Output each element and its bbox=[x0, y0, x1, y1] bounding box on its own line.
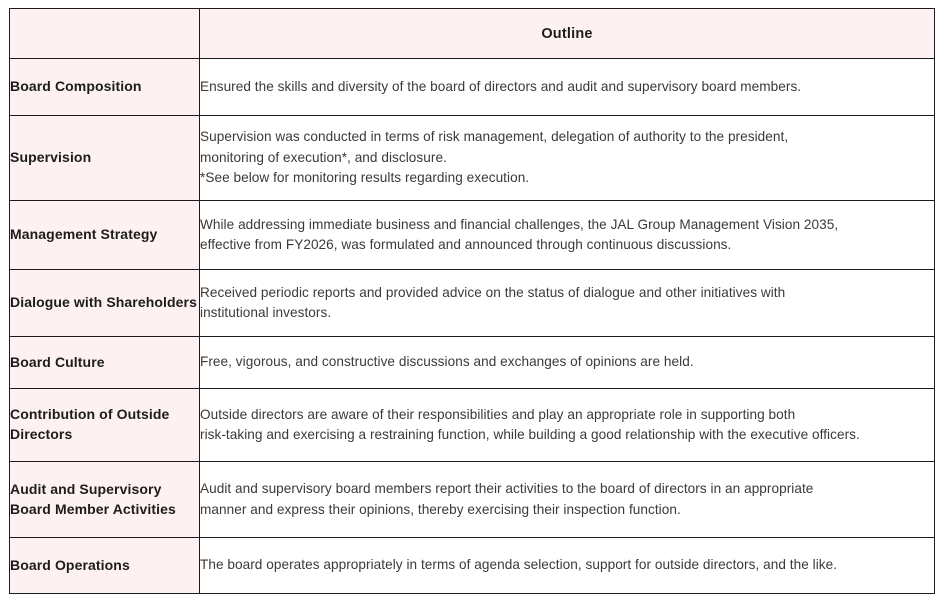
outline-line: Supervision was conducted in terms of risk management, delegation of authority to the president, bbox=[200, 129, 789, 145]
row-category-contribution-of-outside-directors bbox=[10, 389, 200, 462]
row-outline-management-strategy bbox=[200, 201, 935, 270]
category-label: Board Culture bbox=[10, 353, 105, 370]
column-header-category bbox=[10, 9, 200, 59]
row-category-dialogue-with-shareholders bbox=[10, 270, 200, 337]
table-row bbox=[10, 337, 935, 389]
row-category-supervision bbox=[10, 116, 200, 201]
category-label-line: Audit and Supervisory bbox=[10, 480, 162, 497]
row-category-board-operations bbox=[10, 538, 200, 594]
outline-line: Audit and supervisory board members report their activities to the board of directors in an appropriate bbox=[200, 481, 814, 497]
outline-line: institutional investors. bbox=[200, 305, 332, 320]
category-label: Board Composition bbox=[10, 78, 142, 95]
row-category-audit-and-supervisory-board-member-activities bbox=[10, 462, 200, 538]
column-header-outline: Outline bbox=[200, 9, 935, 59]
outline-line: manner and express their opinions, thereby exercising their inspection function. bbox=[200, 501, 681, 517]
row-outline-board-culture bbox=[200, 337, 935, 389]
outline-line: The board operates appropriately in terms of agenda selection, support for outside directors, and the like. bbox=[200, 557, 838, 573]
category-label-line: Shareholders bbox=[106, 294, 197, 311]
table-row bbox=[10, 462, 935, 538]
outline-line: Outside directors are aware of their responsibilities and play an appropriate role in supporting both bbox=[200, 406, 796, 422]
row-category-management-strategy bbox=[10, 201, 200, 270]
category-label: Supervision bbox=[10, 149, 92, 166]
table-header-row bbox=[10, 9, 935, 59]
outline-line: Free, vigorous, and constructive discussions and exchanges of opinions are held. bbox=[200, 354, 694, 370]
table-row bbox=[10, 270, 935, 337]
row-outline-board-composition bbox=[200, 59, 935, 116]
category-label: Management Strategy bbox=[10, 226, 158, 243]
row-category-board-composition bbox=[10, 59, 200, 116]
row-outline-dialogue-with-shareholders bbox=[200, 270, 935, 337]
row-outline-audit-and-supervisory-board-member-activities bbox=[200, 462, 935, 538]
category-label-line: Outside Directors bbox=[10, 406, 170, 442]
table-row bbox=[10, 59, 935, 116]
outline-footnote: *See below for monitoring results regarding execution. bbox=[200, 170, 530, 186]
evaluation-table-wrapper bbox=[9, 8, 934, 594]
row-outline-board-operations bbox=[200, 538, 935, 594]
outline-line: monitoring of execution*, and disclosure. bbox=[200, 149, 447, 165]
table-row bbox=[10, 538, 935, 594]
row-outline-contribution-of-outside-directors bbox=[200, 389, 935, 462]
outline-line: Ensured the skills and diversity of the board of directors and audit and supervisory board members. bbox=[200, 78, 802, 94]
outline-line: risk-taking and exercising a restraining function, while building a good relationship with the executive officers. bbox=[200, 427, 860, 442]
table-row bbox=[10, 116, 935, 201]
table-row bbox=[10, 201, 935, 270]
table-row bbox=[10, 389, 935, 462]
category-label-line: Board Member Activities bbox=[10, 500, 176, 517]
table-header bbox=[10, 9, 935, 59]
category-label: Board Operations bbox=[10, 556, 130, 573]
outline-line: effective from FY2026, was formulated and announced through continuous discussions. bbox=[200, 237, 732, 252]
row-category-board-culture bbox=[10, 337, 200, 389]
table-body bbox=[10, 59, 935, 594]
row-outline-supervision bbox=[200, 116, 935, 201]
category-label-line: Contribution of bbox=[10, 406, 113, 423]
outline-line: Received periodic reports and provided advice on the status of dialogue and other initiatives with bbox=[200, 284, 786, 300]
outline-line: While addressing immediate business and financial challenges, the JAL Group Management Vision 2035, bbox=[200, 216, 839, 232]
category-label-line: Dialogue with bbox=[10, 294, 103, 311]
board-effectiveness-evaluation-table bbox=[9, 8, 935, 594]
